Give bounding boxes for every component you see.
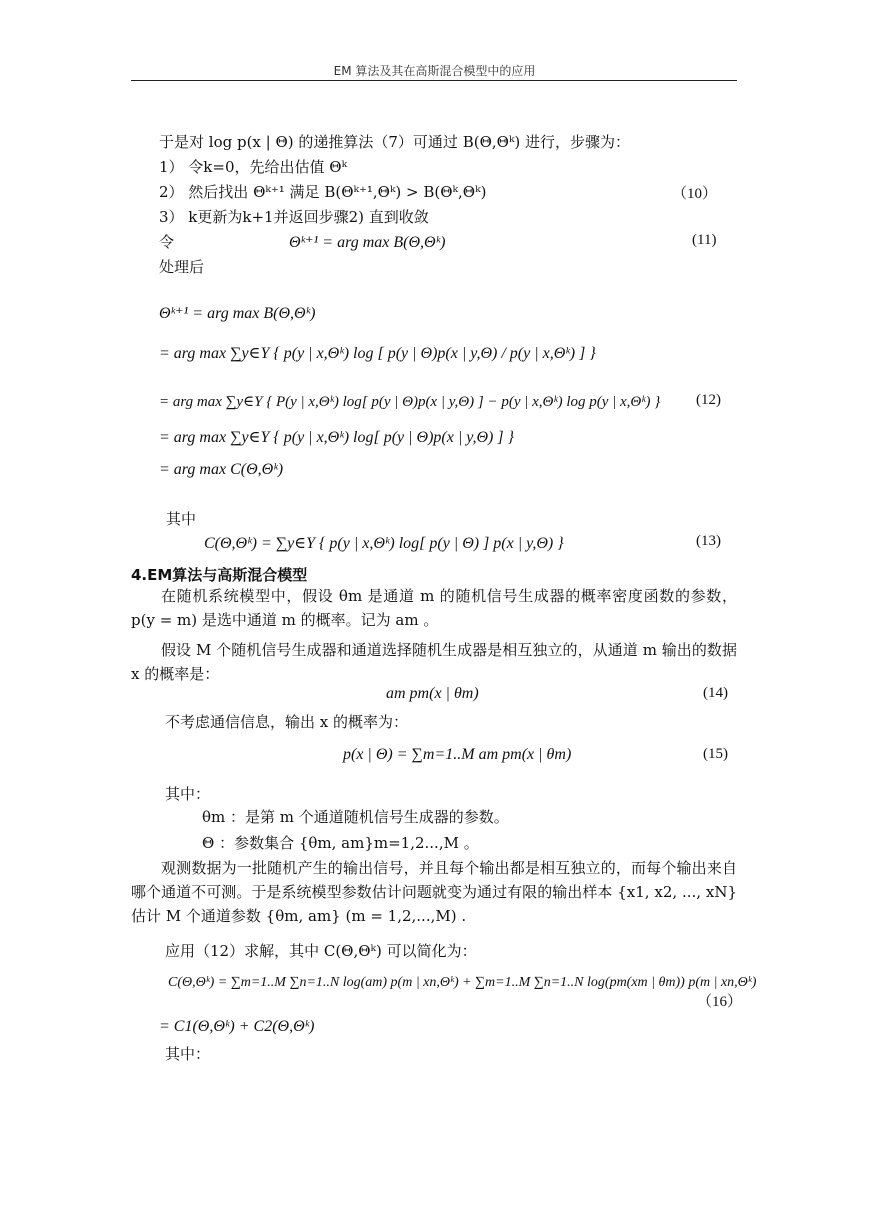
paragraph-4: 观测数据为一批随机产生的输出信号，并且每个输出都是相互独立的，而每个输出来自哪个通道不可测。于是系统模型参数估计问题就变为通过有限的输出样本 {x1, x2, ..., xN} 估计 M 个通道参数 {θm, am} (m = 1,2,...,M) . [131,859,737,925]
eq13-formula: C(Θ,Θᵏ) = ∑y∈Y { p(y | x,Θᵏ) log[ p(y | Θ) ] p(x | y,Θ) } [204,535,564,552]
definition-theta-m: θm ：是第 m 个通道随机信号生成器的参数。 [202,808,509,826]
eq14-number: (14) [703,685,728,701]
section-title: 4.EM算法与高斯混合模型 [131,566,308,584]
eq14-formula: am pm(x | θm) [386,685,479,702]
header-rule [131,80,737,81]
eq12-line-4: = arg max ∑y∈Y { p(y | x,Θᵏ) log[ p(y | Θ)p(x | y,Θ) ] } [159,429,514,446]
eq11-formula: Θᵏ⁺¹ = arg max B(Θ,Θᵏ) [289,234,446,251]
eq12-line-5: = arg max C(Θ,Θᵏ) [159,461,284,478]
where-label-3: 其中： [165,1045,211,1063]
eq12-line-3: = arg max ∑y∈Y { P(y | x,Θᵏ) log[ p(y | Θ)p(x | y,Θ) ] − p(y | x,Θᵏ) log p(y | x,Θᵏ) } [159,394,661,410]
eq16-line-1: C(Θ,Θᵏ) = ∑m=1..M ∑n=1..N log(am) p(m | xn,Θᵏ) + ∑m=1..M ∑n=1..N log(pm(xm | θm)) p(m | xn,Θᵏ) [168,975,757,990]
paragraph-2: 假设 M 个随机信号生成器和通道选择随机生成器是相互独立的，从通道 m 输出的数据 x 的概率是： [131,641,737,683]
eq11-number: (11) [692,232,717,248]
running-header: EM 算法及其在高斯混合模型中的应用 [333,64,536,78]
step-1: 1） 令k=0，先给出估值 Θᵏ [159,158,348,176]
eq12-line-1: Θᵏ⁺¹ = arg max B(Θ,Θᵏ) [159,305,316,322]
eq13-number: (13) [696,533,721,549]
eq10-number: （10） [672,186,718,202]
step-3: 3） k更新为k+1并返回步骤2) 直到收敛 [159,208,429,226]
paragraph-3: 不考虑通信信息，输出 x 的概率为： [165,713,408,731]
eq15-number: (15) [703,746,728,762]
step-2: 2） 然后找出 Θᵏ⁺¹ 满足 B(Θᵏ⁺¹,Θᵏ) > B(Θᵏ,Θᵏ) [159,183,487,201]
eq16-number: （16） [697,994,743,1010]
after-processing: 处理后 [159,258,205,276]
intro-line: 于是对 log p(x | Θ) 的递推算法（7）可通过 B(Θ,Θᵏ) 进行，步骤为： [159,133,631,151]
eq12-line-2: = arg max ∑y∈Y { p(y | x,Θᵏ) log [ p(y | Θ)p(x | y,Θ) / p(y | x,Θᵏ) ] } [159,345,596,362]
definition-theta: Θ ：参数集合 {θm, am}m=1,2...,M 。 [202,834,479,852]
where-label-2: 其中： [165,785,211,803]
paragraph-1: 在随机系统模型中，假设 θm 是通道 m 的随机信号生成器的概率密度函数的参数， p(y = m) 是选中通道 m 的概率。记为 am 。 [131,587,737,629]
eq12-number: (12) [696,392,721,408]
let-word: 令 [159,233,175,251]
eq15-formula: p(x | Θ) = ∑m=1..M am pm(x | θm) [343,746,572,763]
eq16-line-2: = C1(Θ,Θᵏ) + C2(Θ,Θᵏ) [159,1018,315,1035]
where-label: 其中 [166,510,197,528]
paragraph-5: 应用（12）求解，其中 C(Θ,Θᵏ) 可以简化为： [165,942,477,960]
